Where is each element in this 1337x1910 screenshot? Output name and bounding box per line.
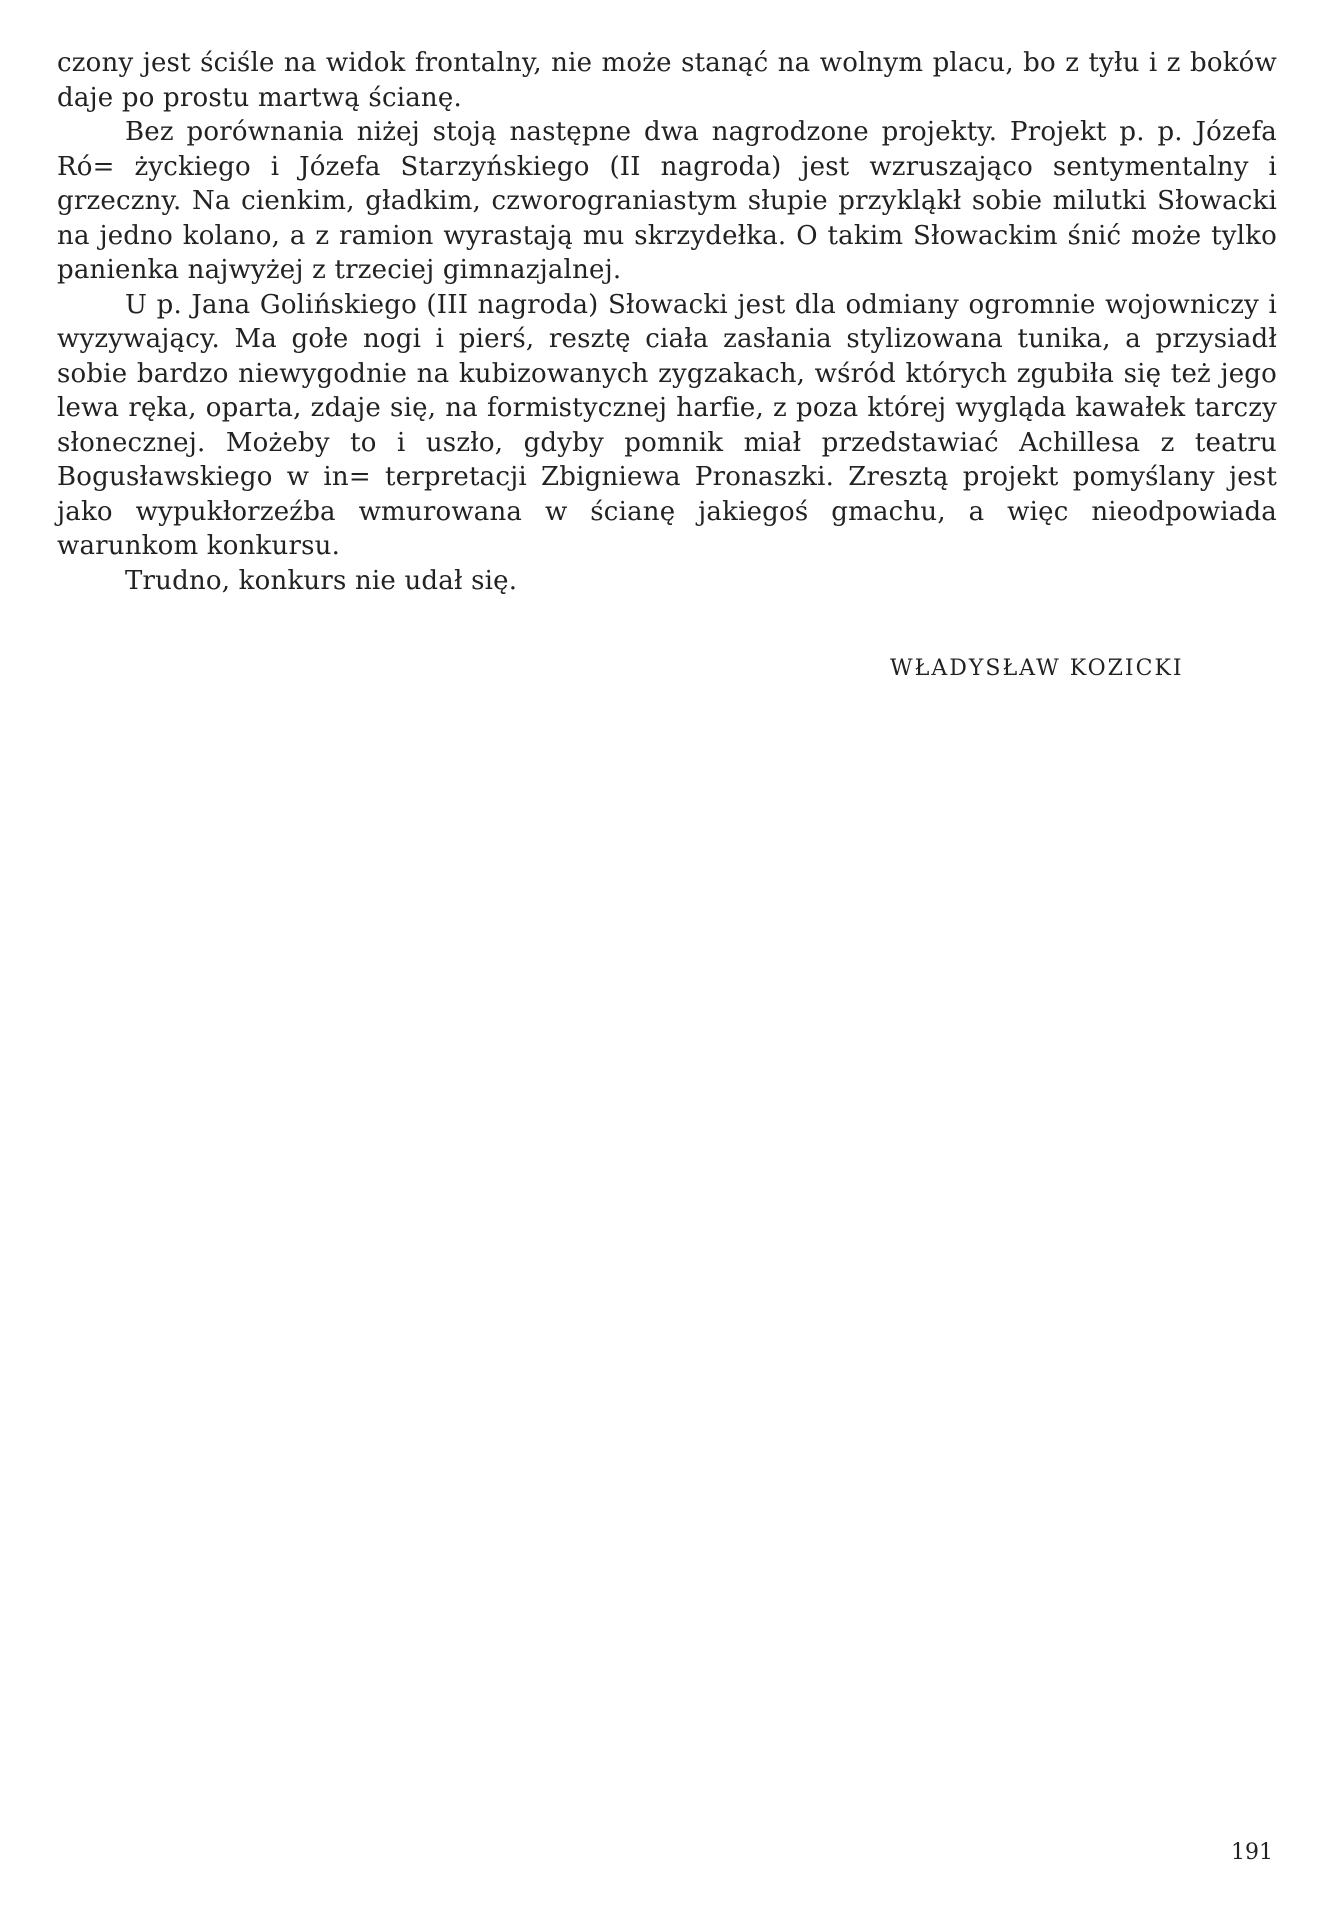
paragraph-golinski-project: U p. Jana Golińskiego (III nagroda) Słowacki jest dla odmiany ogromnie wojowniczy i wyzywający. Ma gołe nogi i pierś, resztę ciała zasłania stylizowana tunika, a przysiadł sobie bardzo niewygodnie na kubizowanych zygzakach, wśród których zgubiła się też jego lewa ręka, oparta, zdaje się, na formistycznej harfie, z poza której wygląda kawałek tarczy słonecznej. Możeby to i uszło, gdyby pomnik miał przedstawiać Achillesa z teatru Bogusławskiego w in= terpretacji Zbigniewa Pronaszki. Zresztą projekt pomyślany jest jako wypukłorzeźba wmurowana w ścianę jakiegoś gmachu, a więc nieodpowiada warunkom konkursu. <box>57 289 1277 561</box>
paragraph-second-third-prize: Bez porównania niżej stoją następne dwa nagrodzone projekty. Projekt p. p. Józefa Ró= życkiego i Józefa Starzyńskiego (II nagroda) jest wzruszająco sentymentalny i grzeczny. Na cienkim, gładkim, czworograniastym słupie przykląkł sobie milutki Słowacki na jedno kolano, a z ramion wyrastają mu skrzydełka. O takim Słowackim śnić może tylko panienka najwyżej z trzeciej gimnazjalnej. <box>57 117 1277 285</box>
article-body <box>57 46 1277 598</box>
author-signature: WŁADYSŁAW KOZICKI <box>890 656 1184 681</box>
paragraph-conclusion: Trudno, konkurs nie udał się. <box>125 565 518 596</box>
paragraph-continuation: czony jest ściśle na widok frontalny, nie może stanąć na wolnym placu, bo z tyłu i z boków daje po prostu martwą ścianę. <box>57 48 1277 113</box>
page-number: 191 <box>1231 1840 1273 1865</box>
